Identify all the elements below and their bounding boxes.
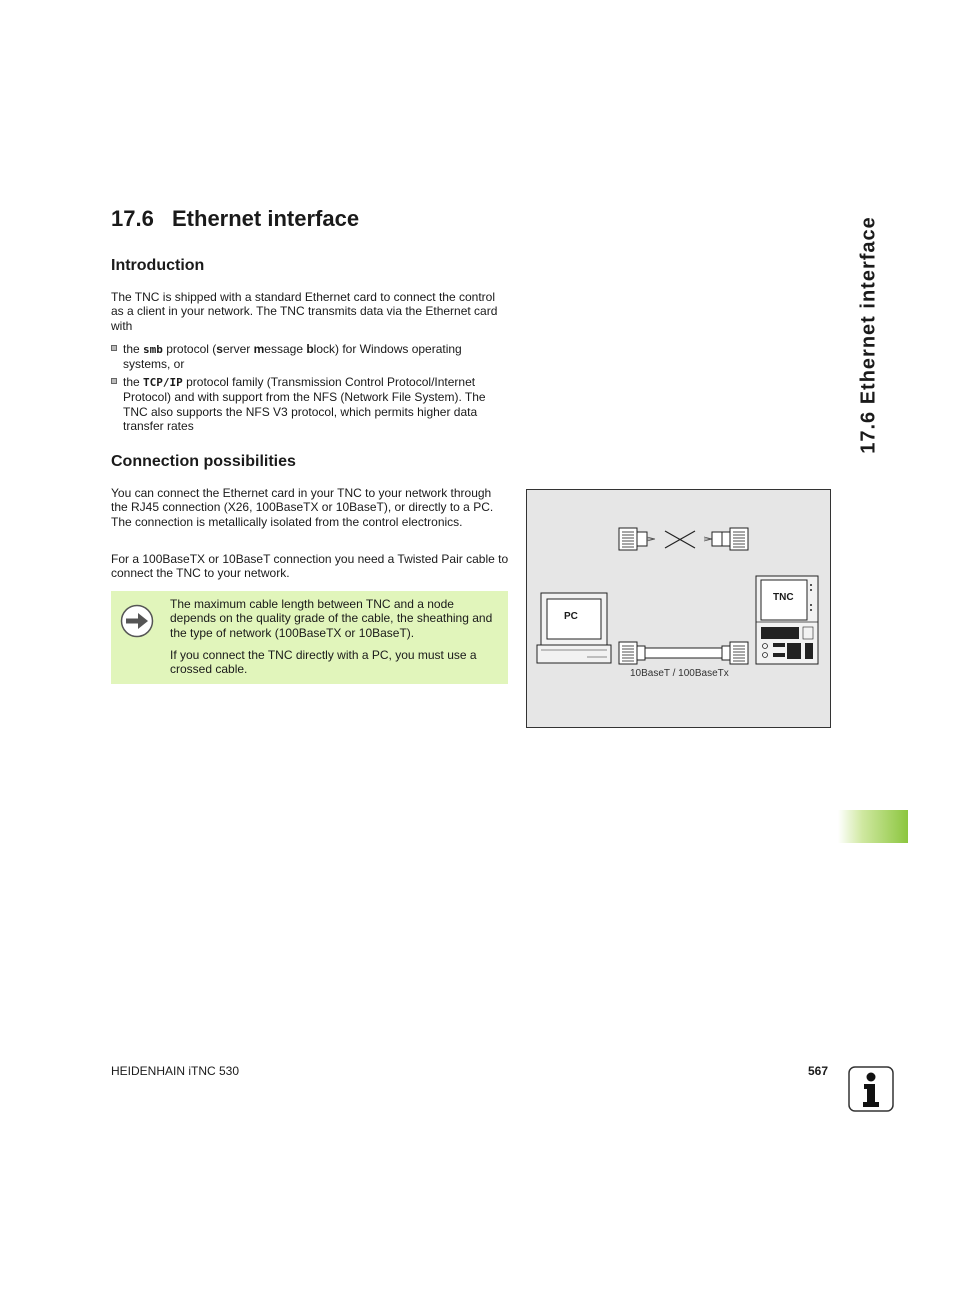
tnc-label: TNC <box>773 592 794 603</box>
straight-cable <box>619 642 748 664</box>
connection-paragraph-1: You can connect the Ethernet card in your TNC to your network through the RJ45 connection (X26, 100BaseTX or 10BaseT), or directly to a PC. The connection is metallically isolated from the control electronics. <box>111 486 494 529</box>
pc-computer <box>537 593 611 663</box>
footer-product: HEIDENHAIN iTNC 530 <box>111 1064 240 1078</box>
connection-paragraph-2: For a 100BaseTX or 10BaseT connection you need a Twisted Pair cable to connect the TNC to your network. <box>111 552 509 581</box>
chapter-color-tab <box>838 810 908 843</box>
connection-heading: Connection possibilities <box>111 453 296 470</box>
note-box <box>111 591 508 684</box>
note-text-1: The maximum cable length between TNC and a node depends on the quality grade of the cable, the sheathing and the type of network (100BaseTX or 10BaseT). <box>170 597 493 640</box>
bullet-square-icon <box>111 378 117 384</box>
bullet-square-icon <box>111 345 117 351</box>
section-title: Ethernet interface <box>172 206 360 231</box>
section-heading <box>111 206 359 232</box>
note-text-2: If you connect the TNC directly with a PC, you must use a crossed cable. <box>170 648 477 677</box>
network-diagram <box>526 489 831 728</box>
introduction-paragraph: The TNC is shipped with a standard Ethernet card to connect the control as a client in your network. The TNC transmits data via the Ethernet card with <box>111 290 498 333</box>
pc-label: PC <box>564 611 578 622</box>
side-section-label: 17.6 Ethernet interface <box>857 216 880 454</box>
tnc-control <box>756 576 818 664</box>
arrow-right-icon <box>120 604 154 638</box>
introduction-heading: Introduction <box>111 257 205 274</box>
side-section-tab <box>849 205 889 465</box>
page-number: 567 <box>808 1064 829 1078</box>
bullet-smb: the smb protocol (server message block) for Windows operating systems, or <box>111 342 509 372</box>
section-number: 17.6 <box>111 206 154 231</box>
bullet-tcpip: the TCP/IP protocol family (Transmission Control Protocol/Internet Protocol) and with support from the NFS (Network File System). The TNC also supports the NFS V3 protocol, which permits higher data transfer rates <box>111 375 509 434</box>
network-diagram-drawing <box>527 490 830 727</box>
info-icon <box>848 1066 894 1112</box>
code-tcpip: TCP/IP <box>143 376 183 389</box>
cable-label: 10BaseT / 100BaseTx <box>630 668 729 679</box>
code-smb: smb <box>143 343 163 356</box>
crossed-cable <box>619 528 748 550</box>
